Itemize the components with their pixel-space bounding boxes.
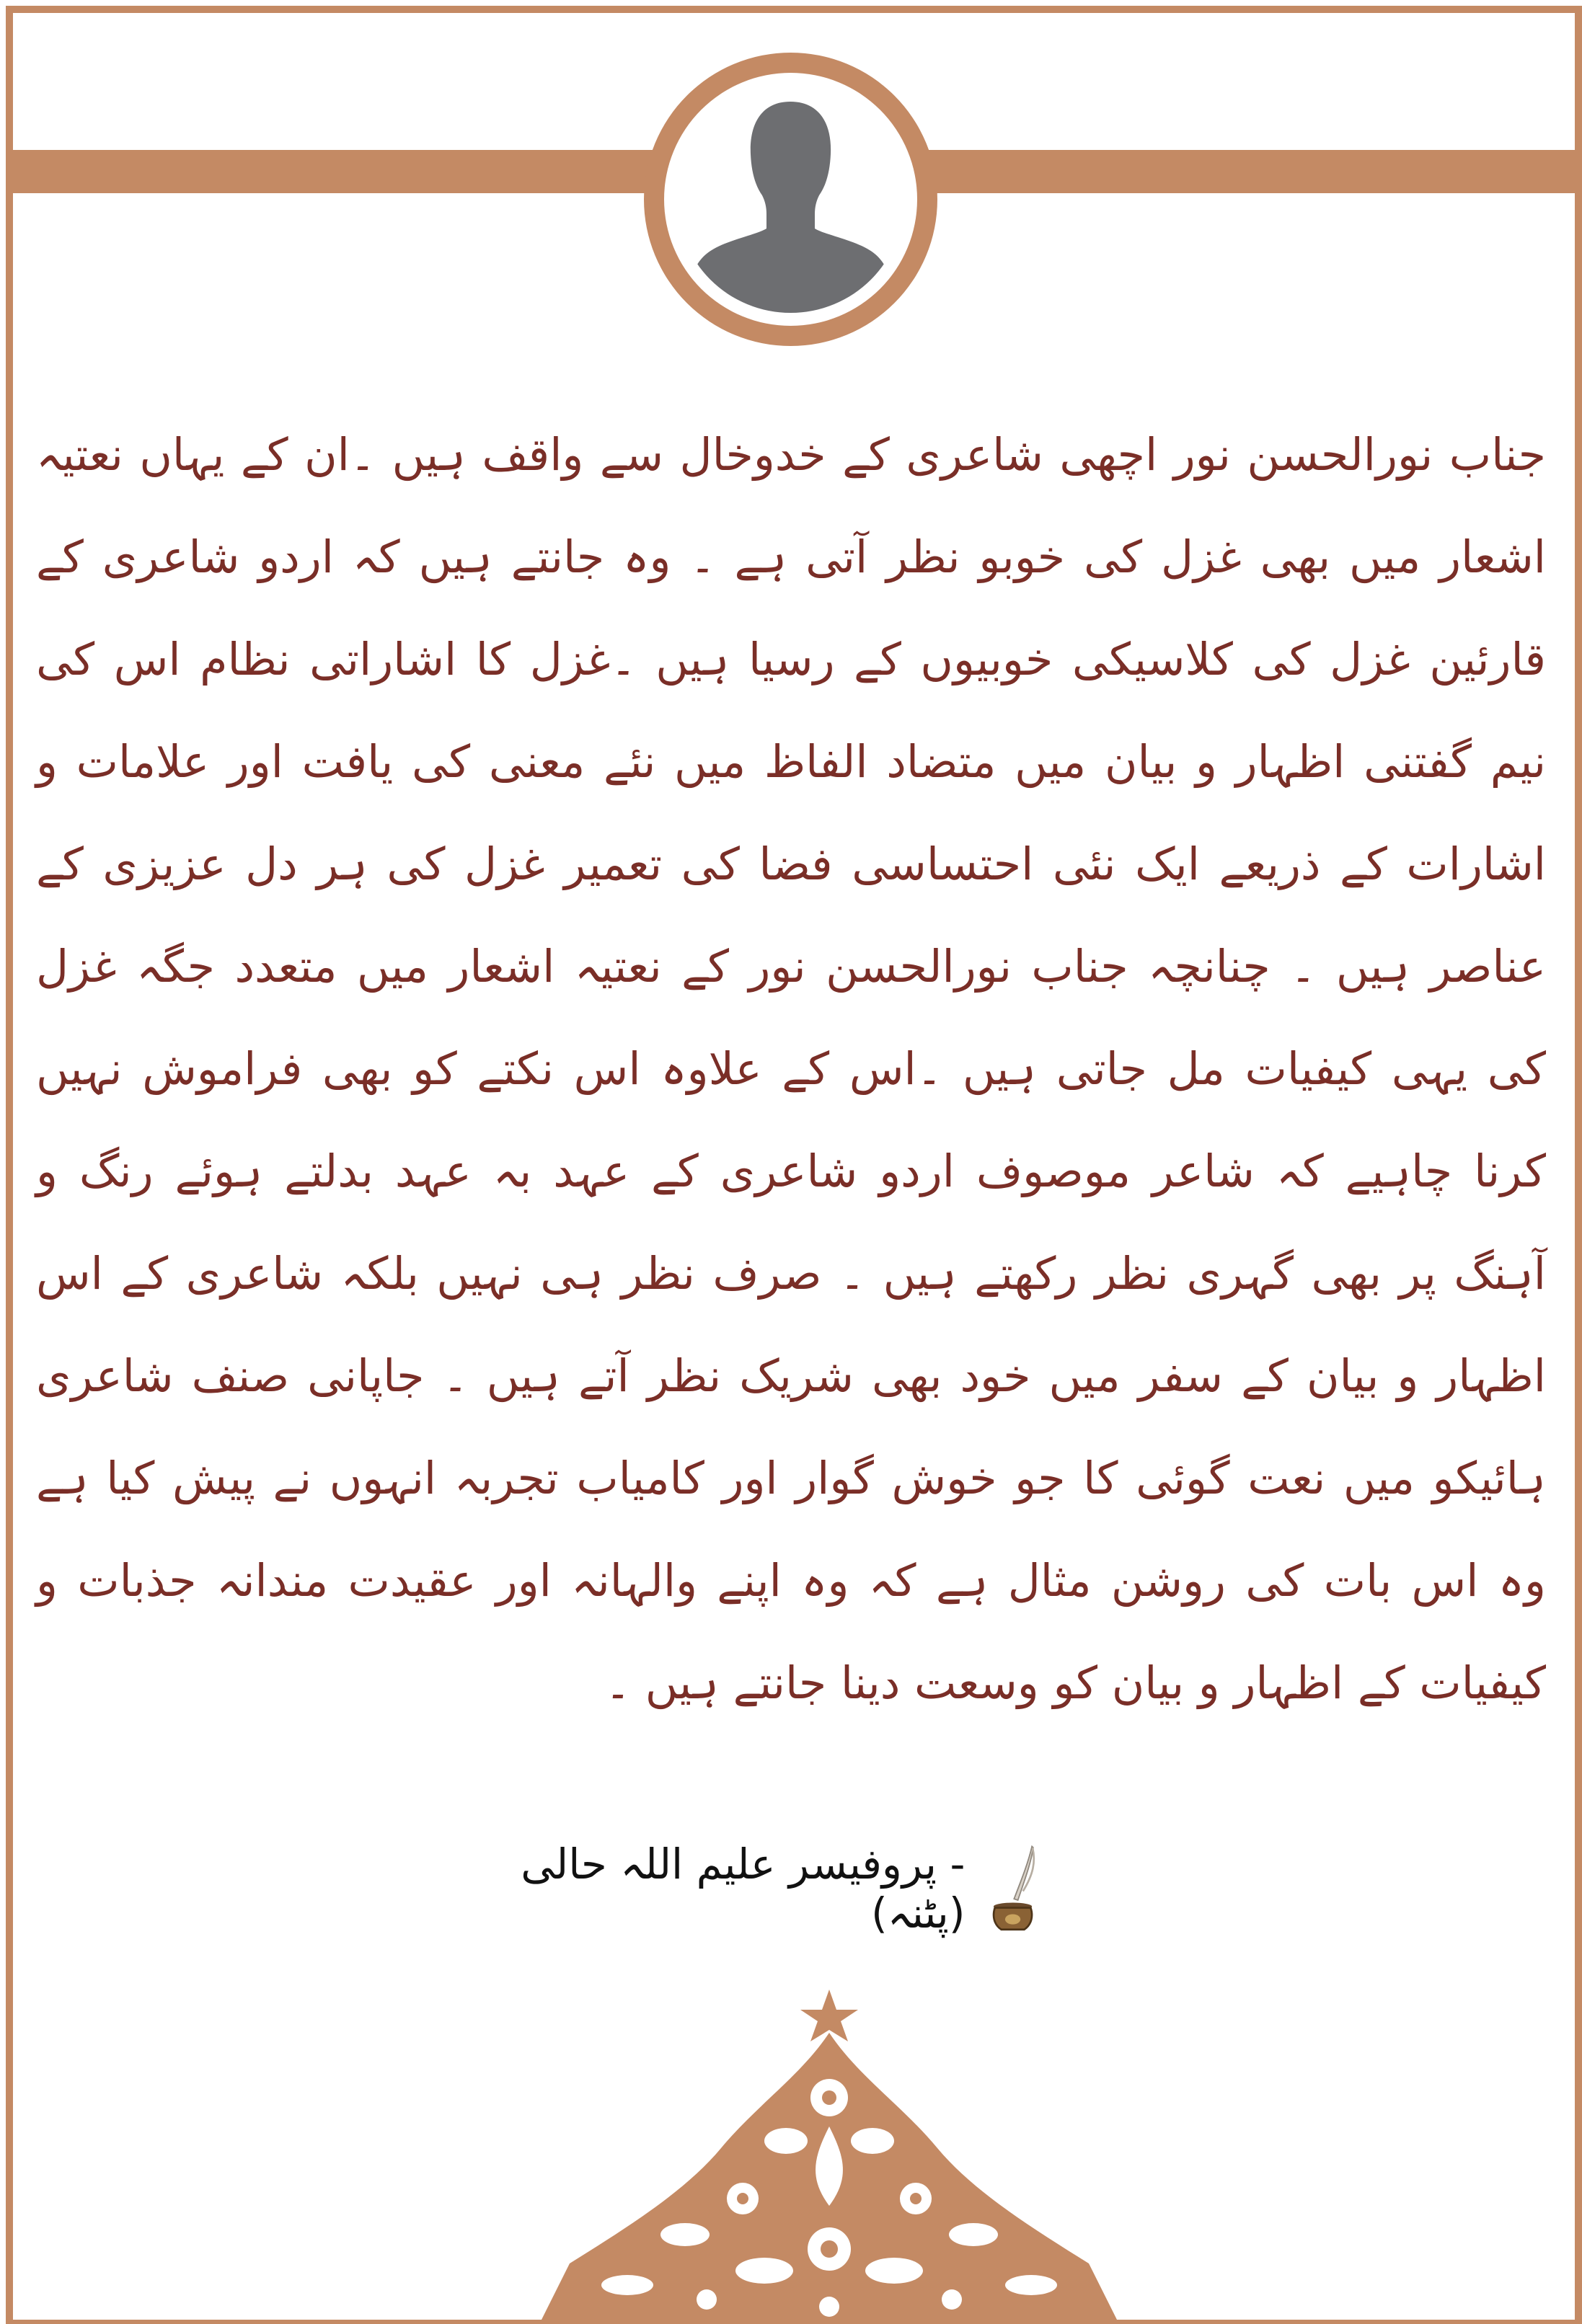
floral-arabesque xyxy=(541,1990,1118,2321)
article-body: جناب نورالحسن نور اچھی شاعری کے خدوخال سے واقف ہیں ۔ان کے یہاں نعتیہ اشعار میں بھی غزل کی خوبو نظر آتی ہے ۔ وہ جانتے ہیں کہ اردو شاعری کے قارئین غزل کی کلاسیکی خوبیوں کے رسیا ہیں ۔غزل کا اشاراتی نظام اس کی نیم گفتنی اظہار و بیان میں متضاد الفاظ میں نئے معنی کی یافت اور علامات و اشارات کے ذریعے ایک نئی احتساسی فضا کی تعمیر غزل کی ہر دل عزیزی کے عناصر ہیں ۔ چنانچہ جناب نورالحسن نور کے نعتیہ اشعار میں متعدد جگہ غزل کی یہی کیفیات مل جاتی ہیں ۔اس کے علاوہ اس نکتے کو بھی فراموش نہیں کرنا چاہیے کہ شاعر موصوف اردو شاعری کے عہد بہ عہد بدلتے ہوئے رنگ و آہنگ پر بھی گہری نظر رکھتے ہیں ۔ صرف نظر ہی نہیں بلکہ شاعری کے اس اظہار و بیان کے سفر میں خود بھی شریک نظر آتے ہیں ۔ جاپانی صنف شاعری ہائیکو میں نعت گوئی کا جو خوش گوار اور کامیاب تجربہ انہوں نے پیش کیا ہے وہ اس بات کی روشن مثال ہے کہ وہ اپنے والہانہ اور عقیدت مندانہ جذبات و کیفیات کے اظہار و بیان کو وسعت دینا جانتے ہیں ۔ xyxy=(36,428,1546,1709)
author-signature xyxy=(476,1838,1053,1939)
avatar xyxy=(677,86,904,313)
person-silhouette-icon xyxy=(677,86,904,313)
quill-inkpot-icon xyxy=(982,1838,1053,1939)
author-name: - پروفیسر علیم اللہ حالی (پٹنہ) xyxy=(521,1840,965,1938)
